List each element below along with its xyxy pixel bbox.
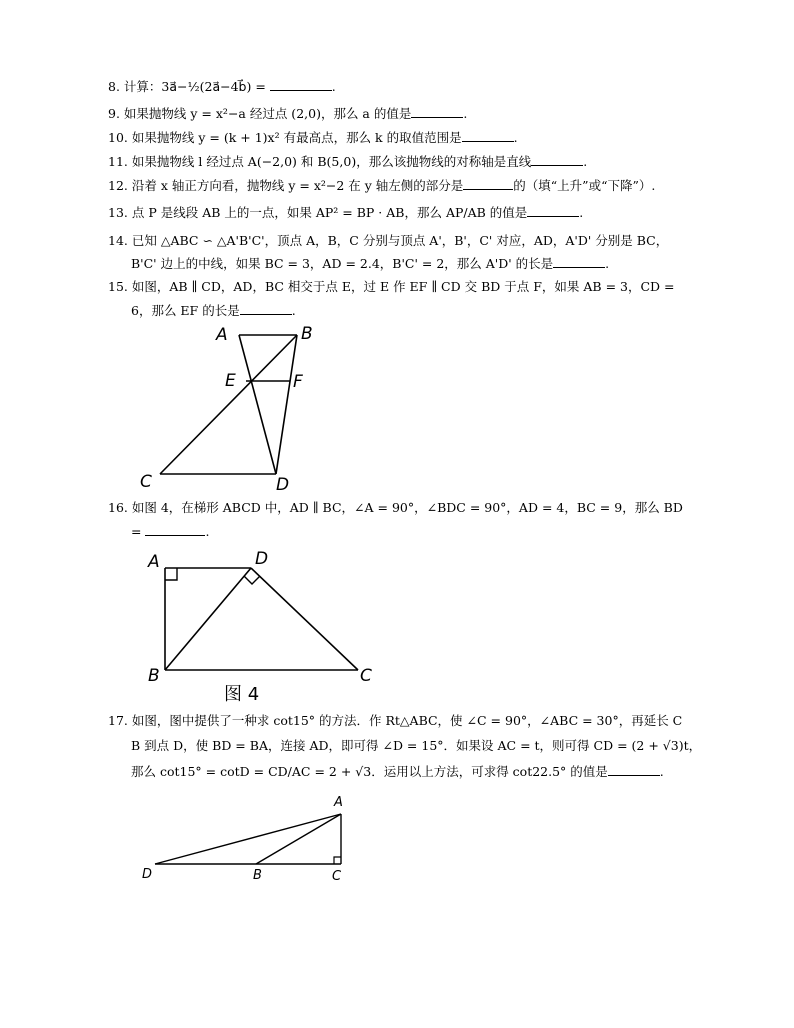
figure-caption: 图 4 [224,684,260,705]
question-13 [108,203,583,222]
question-tail: . [463,106,468,121]
right-angle-mark-a [165,568,177,580]
figure-16 [138,545,388,705]
answer-blank[interactable] [270,77,332,91]
right-angle-mark-d [244,576,260,584]
question-text: 如图 4，在梯形 ABCD 中，AD ∥ BC，∠A = 90°，∠BDC = 90°，AD = 4，BC = 9，那么 BD [131,500,683,515]
question-11 [108,152,587,171]
question-14 [108,231,668,250]
segment-dc [251,568,358,670]
label-c: C [332,869,342,884]
segment-ab [256,814,341,864]
question-tail: . [659,764,664,779]
question-text: B 到点 D，使 BD = BA，连接 AD，即可得 ∠D = 15°．如果设 AC = t，则可得 CD = (2 + √3)t， [131,738,702,753]
segment-bd [165,568,251,670]
question-tail: . [205,524,210,539]
question-8 [108,77,336,96]
question-text: 如果抛物线 l 经过点 A(−2,0) 和 B(5,0)，那么该抛物线的对称轴是直线 [131,154,532,169]
answer-blank[interactable] [411,104,463,118]
question-tail: . [583,154,588,169]
question-tail: . [579,205,584,220]
question-17-line-2 [131,736,701,755]
question-12 [108,176,655,195]
question-tail: . [513,130,518,145]
question-tail: . [605,256,610,271]
question-text: 如图，AB ∥ CD，AD，BC 相交于点 E，过 E 作 EF ∥ CD 交 BD 于点 F，如果 AB = 3，CD = [131,279,675,294]
question-text: 如果抛物线 y = x²−a 经过点 (2,0)，那么 a 的值是 [123,106,412,121]
figure-17 [138,790,358,885]
answer-blank[interactable] [462,128,514,142]
segment-bc [160,335,297,474]
question-tail: . [331,79,336,94]
question-number: 10. [108,130,128,145]
segment-ad [239,335,276,474]
question-number: 8. [108,79,120,94]
label-c: C [140,472,152,492]
question-17-line-3 [131,762,664,781]
question-number: 11. [108,154,128,169]
question-14-line-2 [131,254,609,273]
right-angle-mark-c [334,857,341,864]
question-16-line-2 [131,522,209,541]
label-a: A [148,552,160,572]
question-number: 14. [108,233,128,248]
label-c: C [360,666,372,686]
question-16 [108,498,683,517]
answer-blank[interactable] [553,254,605,268]
answer-blank[interactable] [527,203,579,217]
question-text: 如图，图中提供了一种求 cot15° 的方法．作 Rt△ABC，使 ∠C = 90°，∠ABC = 30°，再延长 C [131,713,683,728]
question-text: = [131,524,146,539]
question-tail: 的（填“上升”或“下降”）. [513,178,656,193]
question-number: 16. [108,500,128,515]
answer-blank[interactable] [608,762,660,776]
question-text: 点 P 是线段 AB 上的一点，如果 AP² = BP · AB，那么 AP/AB 的值是 [131,205,528,220]
label-b: B [301,324,313,344]
question-number: 12. [108,178,128,193]
question-tail: . [291,303,296,318]
question-17 [108,711,682,730]
question-text: 那么 cot15° = cotD = CD/AC = 2 + √3．运用以上方法，可求得 cot22.5° 的值是 [131,764,608,779]
question-text: 计算：3a⃗−½(2a⃗−4b⃗) = [123,79,270,94]
label-d: D [255,549,269,569]
question-number: 15. [108,279,128,294]
label-e: E [225,371,236,391]
label-b: B [148,666,160,686]
question-9 [108,104,467,123]
question-text: 已知 △ABC ∽ △A'B'C'，顶点 A，B，C 分别与顶点 A'，B'，C' 对应，AD，A'D' 分别是 BC， [131,233,669,248]
segment-ad [155,814,341,864]
label-a: A [216,325,228,345]
answer-blank[interactable] [531,152,583,166]
answer-blank[interactable] [463,176,513,190]
label-b: B [253,868,262,883]
label-a: A [334,795,343,810]
label-d: D [276,475,290,493]
answer-blank[interactable] [145,522,205,536]
figure-15 [130,318,330,493]
question-number: 9. [108,106,120,121]
question-10 [108,128,518,147]
label-d: D [142,867,153,882]
question-number: 13. [108,205,128,220]
answer-blank[interactable] [240,301,292,315]
segment-bd [276,335,297,474]
question-text: B'C' 边上的中线，如果 BC = 3，AD = 2.4，B'C' = 2，那么 A'D' 的长是 [131,256,554,271]
question-number: 17. [108,713,128,728]
question-text: 沿着 x 轴正方向看，抛物线 y = x²−2 在 y 轴左侧的部分是 [131,178,464,193]
label-f: F [293,372,303,392]
question-text: 6，那么 EF 的长是 [131,303,240,318]
question-15 [108,277,675,296]
question-text: 如果抛物线 y = (k + 1)x² 有最高点，那么 k 的取值范围是 [131,130,462,145]
